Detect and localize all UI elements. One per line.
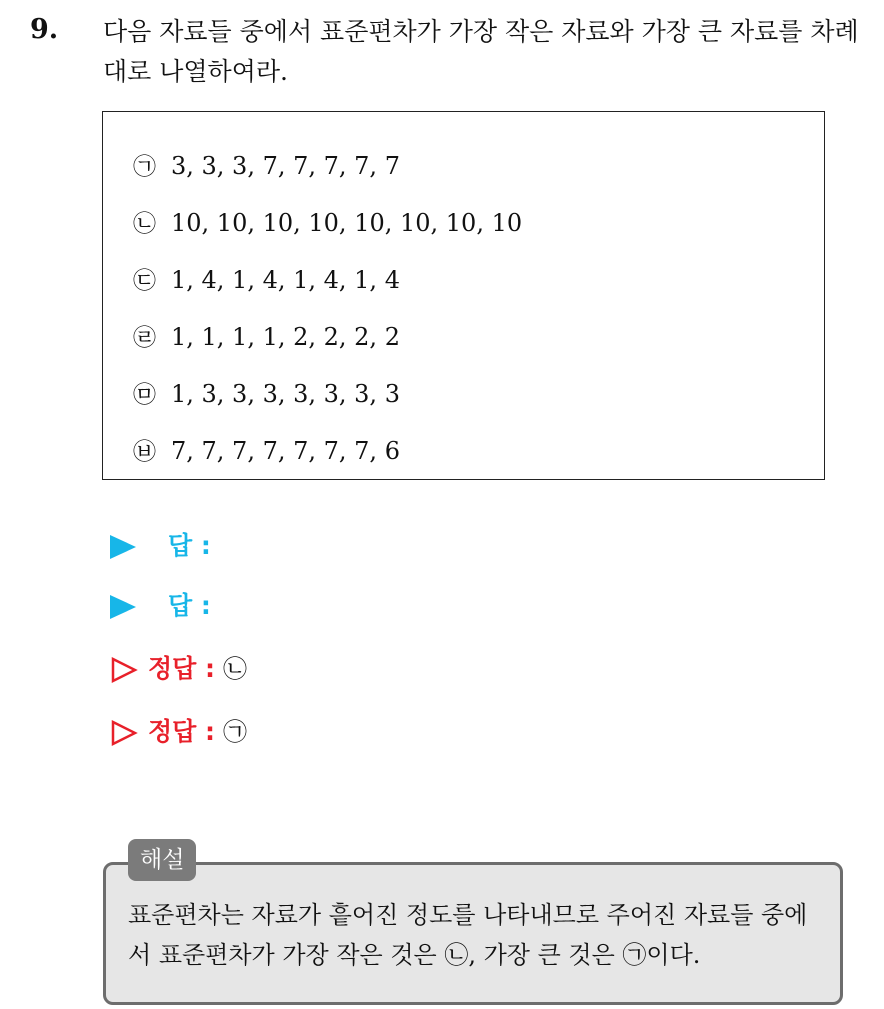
correct-answer — [110, 712, 247, 752]
answer-blank — [110, 586, 211, 626]
correct-answer-label: 정답 : — [148, 717, 216, 746]
row-mark: ㉢ — [133, 268, 156, 294]
answer-blank — [110, 526, 211, 566]
play-arrow-icon — [110, 535, 136, 559]
data-row — [133, 263, 400, 297]
data-row — [133, 206, 522, 240]
data-row — [133, 434, 400, 468]
question-text: 다음 자료들 중에서 표준편차가 가장 작은 자료와 가장 큰 자료를 차례대로 나열하여라. — [103, 17, 859, 86]
question-number: 9. — [30, 14, 59, 45]
answer-label: 답 : — [168, 591, 211, 620]
outline-arrow-icon — [110, 656, 138, 684]
play-arrow-icon — [110, 595, 136, 619]
row-mark: ㉣ — [133, 325, 156, 351]
data-row — [133, 320, 400, 354]
row-values: 1, 1, 1, 1, 2, 2, 2, 2 — [171, 323, 400, 351]
correct-answer-value: ㉠ — [223, 718, 248, 746]
row-mark: ㉥ — [133, 439, 156, 465]
answer-label: 답 : — [168, 531, 211, 560]
correct-answer-label: 정답 : — [148, 654, 216, 683]
row-values: 1, 4, 1, 4, 1, 4, 1, 4 — [171, 266, 400, 294]
row-mark: ㉡ — [133, 211, 156, 237]
row-values: 1, 3, 3, 3, 3, 3, 3, 3 — [171, 380, 400, 408]
data-row — [133, 149, 400, 183]
data-row — [133, 377, 400, 411]
explanation-tag: 해설 — [128, 839, 196, 881]
row-values: 7, 7, 7, 7, 7, 7, 7, 6 — [171, 437, 400, 465]
correct-answer-value: ㉡ — [223, 655, 248, 683]
row-mark: ㉠ — [133, 154, 156, 180]
data-box — [102, 111, 825, 480]
row-values: 10, 10, 10, 10, 10, 10, 10, 10 — [171, 209, 523, 237]
explanation-text: 표준편차는 자료가 흩어진 정도를 나타내므로 주어진 자료들 중에서 표준편차가 가장 작은 것은 ㉡, 가장 큰 것은 ㉠이다. — [128, 901, 808, 969]
outline-arrow-icon — [110, 719, 138, 747]
row-mark: ㉤ — [133, 382, 156, 408]
explanation-box — [103, 862, 843, 1005]
correct-answer — [110, 649, 247, 689]
row-values: 3, 3, 3, 7, 7, 7, 7, 7 — [171, 152, 400, 180]
